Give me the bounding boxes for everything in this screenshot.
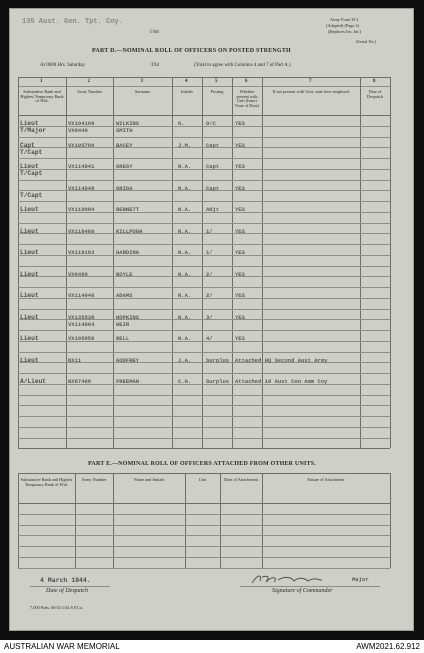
column-header: Posting [210,89,224,94]
initials-cell: N.A. [178,292,192,299]
posting-cell: 4/ [206,335,213,342]
initials-cell: N.A. [178,249,192,256]
present-cell: YES [235,292,245,299]
row-rule [18,330,390,331]
initials-cell: G. [178,120,185,127]
rank-secondary-cell: T/Major [20,127,46,134]
army-number-secondary-cell: VX8440 [68,127,88,134]
rank-cell: Lieut [20,270,39,278]
surname-cell: GRIGG [116,184,133,192]
column-header: Unit [198,477,207,482]
initials-cell: N.A. [178,184,192,192]
rank-cell: Lieut [20,163,39,170]
row-rule [18,244,390,245]
time-line: At 0600 Hrs. Saturday [40,63,85,68]
present-cell: YES [235,141,245,149]
posting-cell: O/C [206,120,216,127]
column-header: Army Number [81,477,107,482]
surname-cell: FREEMAN [116,378,140,385]
present-cell: YES [235,163,245,170]
column-divider [232,77,233,448]
present-cell: YES [235,335,245,342]
surname-cell: GODFREY [116,356,140,364]
army-number-cell: VX114041 [68,163,95,170]
unit-label: Unit [150,30,159,35]
column-header: Substantive Rank and Highest Temporary Rank of Wtd. [20,477,73,487]
row-rule [18,557,390,558]
surname-cell: BACEY [116,141,133,149]
army-number-cell: VX118460 [68,227,95,235]
column-number: 3 [140,79,143,84]
initials-cell: N.A. [178,270,192,278]
row-rule [18,266,390,267]
initials-cell: N.A. [178,163,192,170]
present-cell: Attached HQ Second Aust Army [235,356,328,364]
surname-cell: WILKINS [116,120,140,127]
rank-cell: Lieut [20,227,39,235]
army-number-cell: NX87468 [68,378,92,385]
posting-cell: 3/ [206,313,213,321]
initials-cell: N.A. [178,227,192,235]
signature-rank: Major [352,576,369,583]
column-header: Initials [181,89,193,94]
rank-secondary-cell: T/Capt [20,191,43,199]
row-rule [18,137,390,138]
initials-cell: J.M. [178,141,192,149]
rank-secondary-cell: T/Capt [20,148,43,156]
row-rule [18,309,390,310]
initials-cell: N.A. [178,206,192,213]
rank-cell: Lieut [20,206,39,213]
column-divider [262,473,263,568]
row-rule [18,287,390,288]
present-cell: YES [235,120,245,127]
header-bottom-rule [18,115,390,116]
date-label: Date of Despatch [46,588,88,594]
column-divider [220,473,221,568]
initials-cell: C.G. [178,378,192,385]
column-divider [113,77,114,448]
column-number: 8 [373,79,376,84]
signature-line [240,586,380,587]
initials-cell: J.A. [178,356,192,364]
year: /194 [150,63,159,68]
column-header: Nature of Attachment [307,477,345,482]
unit-stamp: 135 Aust. Gen. Tpt. Coy. [22,18,123,26]
surname-cell: ADAMS [116,292,133,299]
army-number-cell: VX114046 [68,292,95,299]
column-divider [113,473,114,568]
column-header: Whether present with Unit (Insert Time of Duty) [234,89,260,108]
surname-cell: BENNETT [116,206,140,213]
column-divider [75,473,76,568]
posting-cell: Capt [206,141,220,149]
column-number: 1 [40,79,43,84]
column-divider [202,77,203,448]
form-adapted: (Adapted) (Page 2) [326,23,359,28]
posting-cell: Surplus [206,378,230,385]
form-label: Army Form W.3 [330,17,359,22]
army-number-cell: VX135538 [68,313,95,321]
column-divider [185,473,186,568]
posting-cell: Capt [206,163,220,170]
column-divider [262,77,263,448]
posting-cell: 2/ [206,270,213,278]
column-number: 7 [309,79,312,84]
present-cell: YES [235,249,245,256]
column-divider [66,77,67,448]
column-number-rule [18,86,390,87]
row-rule [18,352,390,353]
column-header: If not present with Unit, state how employed [272,89,350,94]
surname-cell: BOYLE [116,270,133,278]
posting-cell: Capt [206,184,220,192]
column-divider [390,473,391,568]
column-divider [390,77,391,448]
rank-cell: Lieut [20,120,39,127]
column-header: Army Number [76,89,103,94]
column-number: 5 [215,79,218,84]
present-cell: YES [235,313,245,321]
surname-cell: HOPKINS [116,313,140,321]
column-divider [172,77,173,448]
row-rule [18,438,390,439]
signature-label: Signature of Commander [272,588,333,594]
column-header: Surname [134,89,151,94]
table-bottom-rule [18,448,390,449]
rank-cell: Lieut [20,335,39,342]
date-line [30,586,110,587]
present-cell: YES [235,184,245,192]
rank-cell: Capt [20,141,35,149]
part-d-title: PART D.—NOMINAL ROLL OF OFFICERS ON POSTED STRENGTH [92,48,291,54]
posting-cell: 2/ [206,292,213,299]
row-rule [18,180,390,181]
rank-cell: A/Lieut [20,378,46,385]
row-rule [18,201,390,202]
row-rule [18,223,390,224]
row-rule [18,546,390,547]
archive-caption [0,640,424,653]
army-number-cell: VX104109 [68,120,95,127]
present-cell: Attached 18 Aust Con Amm Coy [235,378,328,385]
part-e-header-rule [18,503,390,504]
surname-cell: HARDING [116,249,140,256]
table-top-rule [18,77,390,78]
present-cell: YES [235,227,245,235]
form-replaced: (Replaces Inc. Inf.) [328,29,362,34]
army-number-secondary-cell: VX114064 [68,320,95,328]
despatch-date: 4 March 1944. [40,577,91,584]
army-number-cell: NX11 [68,356,82,364]
surname-cell: GREGY [116,163,133,170]
row-rule [18,395,390,396]
column-header: Date of Despatch [367,89,383,99]
rank-cell: Lieut [20,313,39,321]
row-rule [18,405,390,406]
army-number-cell: VX6489 [68,270,88,278]
rank-cell: Lieut [20,249,39,256]
part-e-title: PART E.—NOMINAL ROLL OF OFFICERS ATTACHED FROM OTHER UNITS. [88,461,316,467]
column-divider [18,473,19,568]
army-number-cell: VX119084 [68,206,95,213]
column-number: 2 [87,79,90,84]
posting-cell: Adjt [206,206,220,213]
army-number-cell: VX114048 [68,184,95,192]
surname-cell: KILLPUGH [116,227,143,235]
caption-left: AUSTRALIAN WAR MEMORIAL [4,642,120,651]
row-rule [18,568,390,569]
rank-secondary-cell: T/Capt [20,170,43,177]
column-divider [18,77,19,448]
total-note: (Total to agree with Columns 4 and 7 of Part A.) [194,63,291,68]
row-rule [18,416,390,417]
serial-label: (Serial No.) [356,39,377,44]
row-rule [18,373,390,374]
printer-note: 7,000 Pads. 60/44 1/44 S.P.Ca. [30,605,83,610]
rank-cell: Lieut [20,356,39,364]
row-rule [18,525,390,526]
rank-cell: Lieut [20,292,39,299]
surname-secondary-cell: WEIR [116,320,130,328]
caption-right: AWM2021.62.912 [356,642,420,651]
posting-cell: 1/ [206,227,213,235]
army-number-cell: VX105709 [68,141,95,149]
column-number: 6 [245,79,248,84]
posting-cell: 1/ [206,249,213,256]
posting-cell: Surplus [206,356,230,364]
present-cell: YES [235,206,245,213]
army-number-cell: VX119163 [68,249,95,256]
column-header: Substantive Rank and Highest Temporary Rank of Wtd. [20,89,64,103]
surname-cell: BELL [116,335,130,342]
column-header: Name and Initials [133,477,165,482]
army-number-cell: VX105056 [68,335,95,342]
initials-cell: N.A. [178,313,192,321]
column-number: 4 [185,79,188,84]
row-rule [18,514,390,515]
row-rule [18,158,390,159]
initials-cell: N.A. [178,335,192,342]
column-header: Date of Attachment [224,477,258,482]
row-rule [18,535,390,536]
present-cell: YES [235,270,245,278]
surname-secondary-cell: SMITH [116,127,133,134]
part-e-top-rule [18,473,390,474]
row-rule [18,427,390,428]
column-divider [360,77,361,448]
